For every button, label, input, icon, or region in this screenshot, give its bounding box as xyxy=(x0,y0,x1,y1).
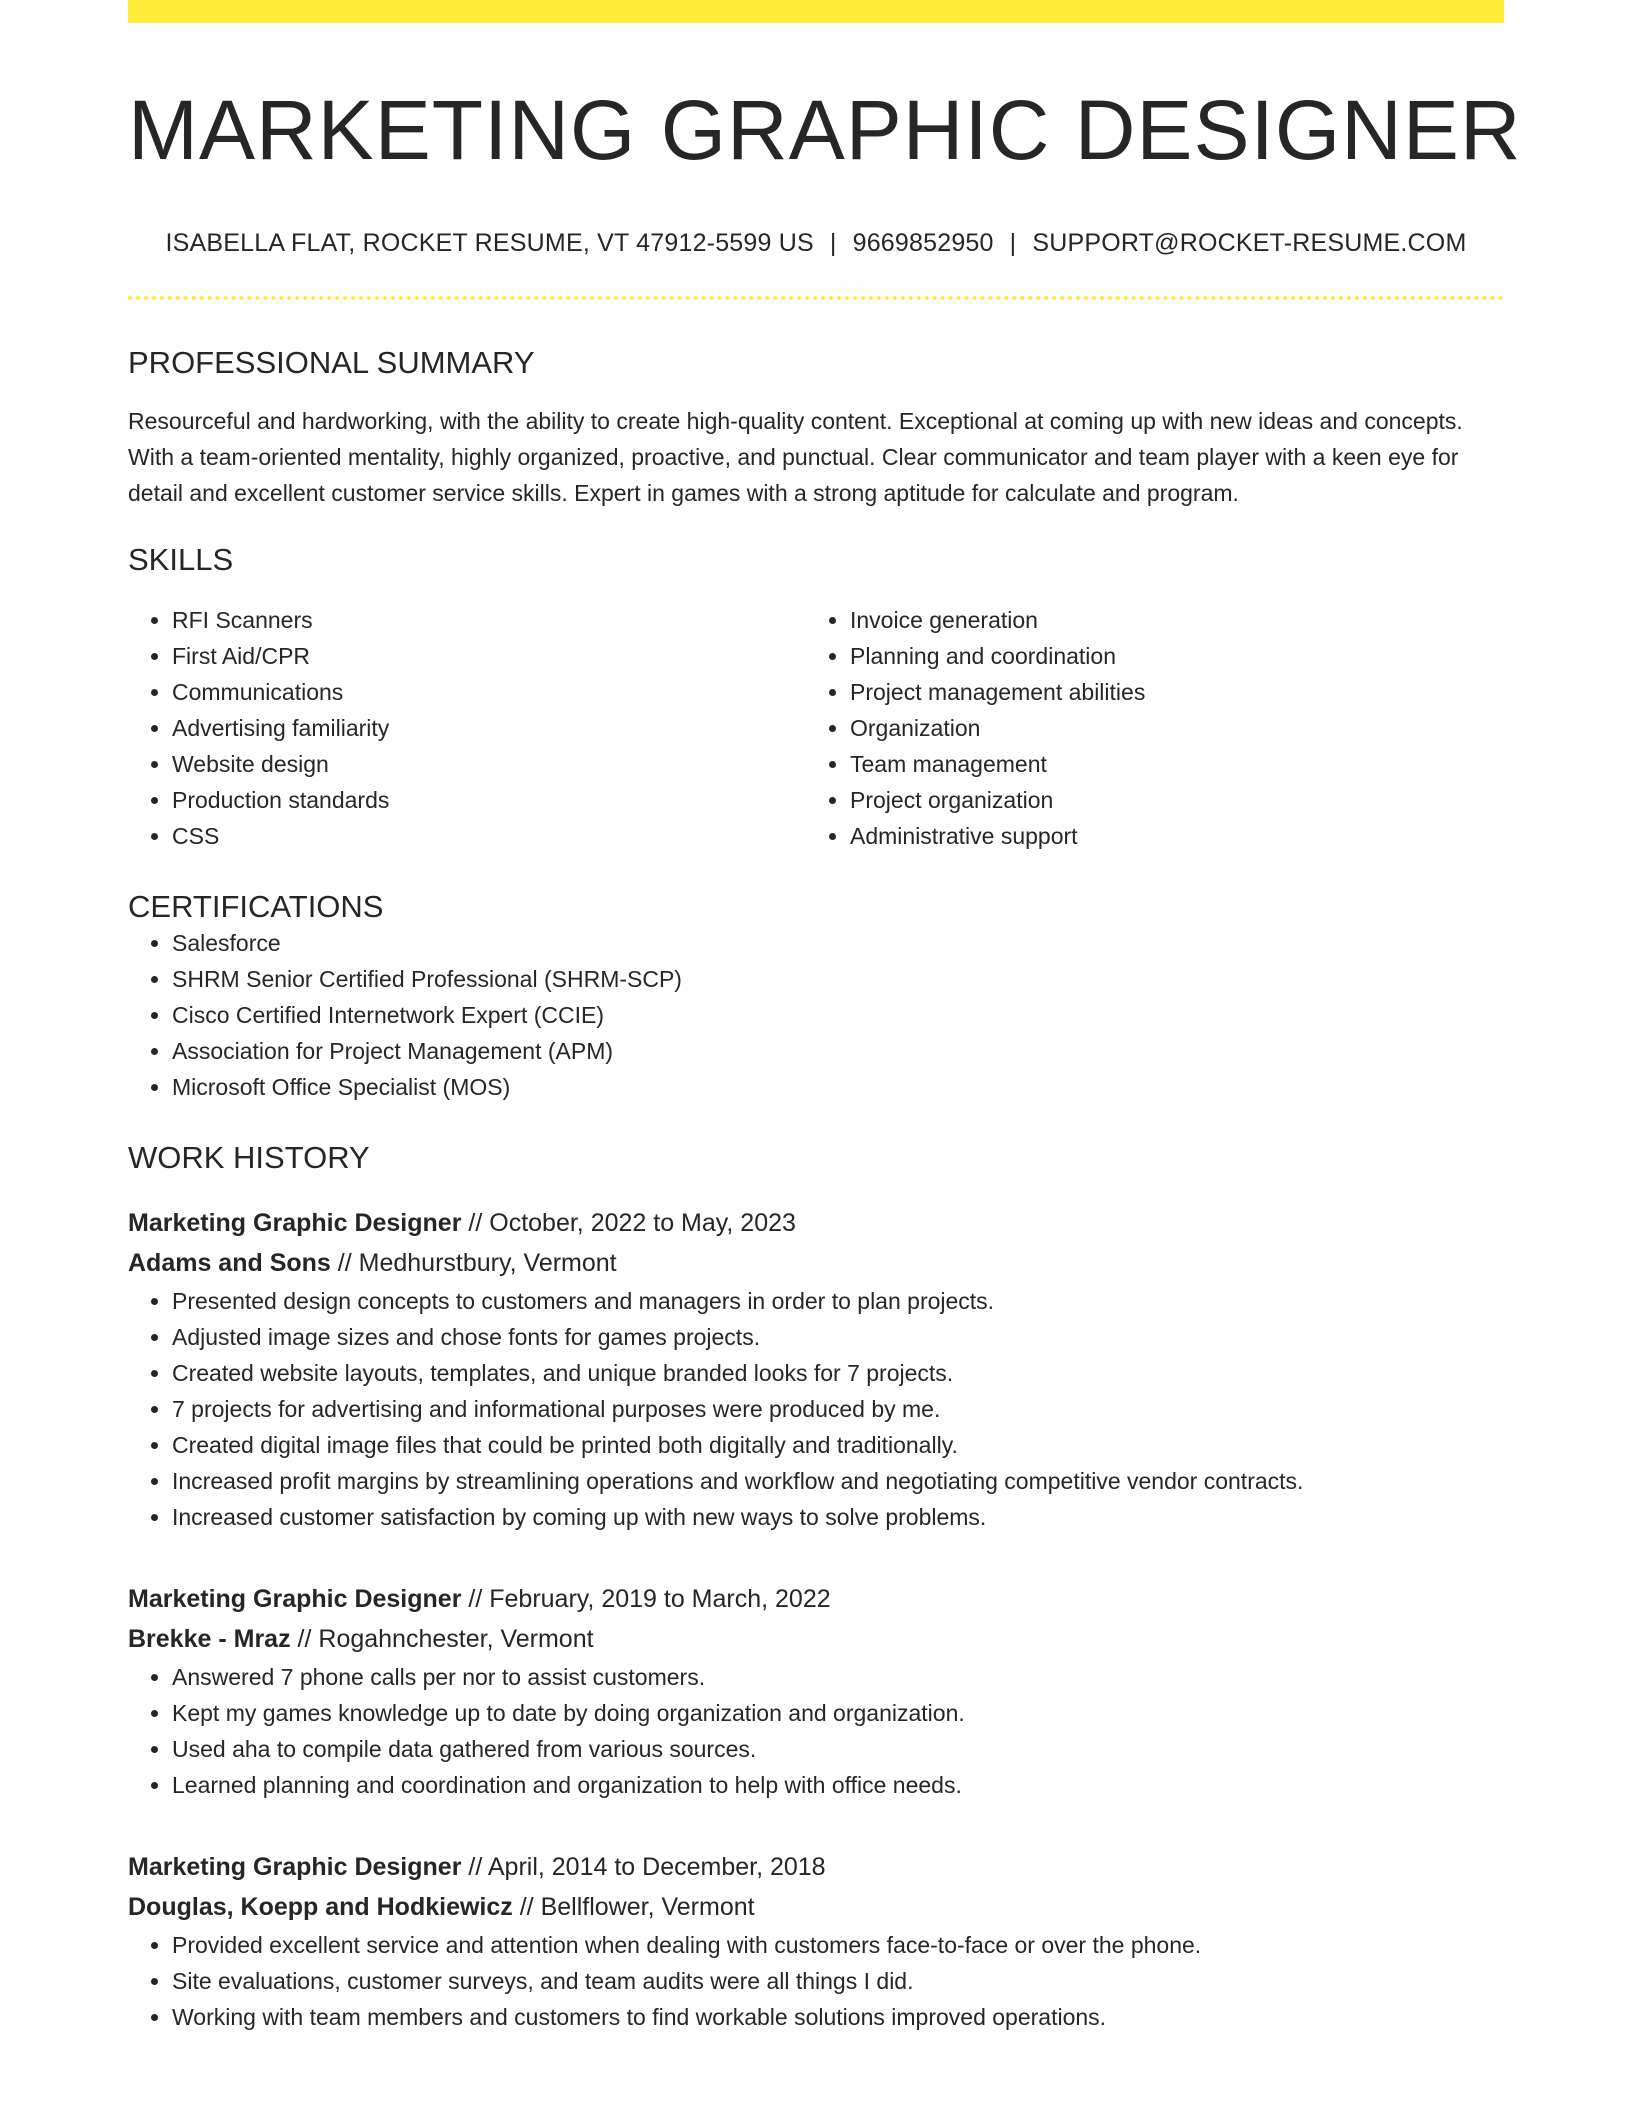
job-title: Marketing Graphic Designer xyxy=(128,1852,462,1881)
certification-item: • Cisco Certified Internetwork Expert (CCIE) xyxy=(172,997,1504,1033)
email: SUPPORT@ROCKET-RESUME.COM xyxy=(1032,228,1467,257)
certification-item: • SHRM Senior Certified Professional (SHRM-SCP) xyxy=(172,961,1504,997)
job-dates: October, 2022 to May, 2023 xyxy=(489,1208,796,1237)
job-title-line xyxy=(128,1579,1504,1619)
skills-right-column xyxy=(806,602,1484,854)
company-name: Douglas, Koepp and Hodkiewicz xyxy=(128,1892,513,1921)
job-duties-list xyxy=(128,1283,1504,1535)
divider: // xyxy=(468,1852,483,1881)
contact-line xyxy=(128,229,1504,258)
skill-item: • Invoice generation xyxy=(850,602,1484,638)
accent-bar xyxy=(128,0,1504,23)
job-entry xyxy=(128,1847,1504,2035)
certifications-heading: CERTIFICATIONS xyxy=(128,889,384,925)
phone: 9669852950 xyxy=(852,228,994,257)
job-duty-item: • Provided excellent service and attention when dealing with customers face-to-face or over the phone. xyxy=(172,1927,1504,1963)
address: ISABELLA FLAT, ROCKET RESUME, VT 47912-5599 US xyxy=(165,228,814,257)
job-title-line xyxy=(128,1203,1504,1243)
job-duty-item: • Increased profit margins by streamlining operations and workflow and negotiating competitive vendor contracts. xyxy=(172,1463,1504,1499)
job-dates: April, 2014 to December, 2018 xyxy=(487,1852,826,1881)
skill-item: • Production standards xyxy=(172,782,806,818)
job-duty-item: • Increased customer satisfaction by coming up with new ways to solve problems. xyxy=(172,1499,1504,1535)
summary-text: Resourceful and hardworking, with the ability to create high-quality content. Exceptional at coming up with new ideas and concepts. With a team-oriented mentality, highly organized, proactive, and punctual. Clear communicator and team player with a keen eye for detail and excellent customer service skills. Expert in games with a strong aptitude for calculate and program. xyxy=(128,407,1463,506)
job-company-line xyxy=(128,1619,1504,1659)
summary-heading: PROFESSIONAL SUMMARY xyxy=(128,344,535,380)
job-duty-item: • Created website layouts, templates, and unique branded looks for 7 projects. xyxy=(172,1355,1504,1391)
skill-item: • CSS xyxy=(172,818,806,854)
job-duty-item: • Adjusted image sizes and chose fonts for games projects. xyxy=(172,1319,1504,1355)
divider: // xyxy=(468,1584,483,1613)
job-location: Medhurstbury, Vermont xyxy=(358,1248,617,1277)
job-dates: February, 2019 to March, 2022 xyxy=(489,1584,831,1613)
divider: // xyxy=(519,1892,534,1921)
job-company-line xyxy=(128,1243,1504,1283)
skill-item: • Project management abilities xyxy=(850,674,1484,710)
skills-left-column xyxy=(128,602,806,854)
skill-item: • Website design xyxy=(172,746,806,782)
skill-item: • Organization xyxy=(850,710,1484,746)
skill-item: • Administrative support xyxy=(850,818,1484,854)
job-duty-item: • Learned planning and coordination and organization to help with office needs. xyxy=(172,1767,1504,1803)
job-title-line xyxy=(128,1847,1504,1887)
skill-item: • Team management xyxy=(850,746,1484,782)
job-duties-list xyxy=(128,1659,1504,1803)
skill-item: • Advertising familiarity xyxy=(172,710,806,746)
skill-item: • Planning and coordination xyxy=(850,638,1484,674)
job-duty-item: • Presented design concepts to customers and managers in order to plan projects. xyxy=(172,1283,1504,1319)
job-duties-list xyxy=(128,1927,1504,2035)
job-duty-item: • 7 projects for advertising and informational purposes were produced by me. xyxy=(172,1391,1504,1427)
divider: // xyxy=(468,1208,483,1237)
skills-columns xyxy=(128,602,1504,854)
skills-heading: SKILLS xyxy=(128,541,234,577)
job-location: Rogahnchester, Vermont xyxy=(318,1624,594,1653)
job-entry xyxy=(128,1203,1504,1535)
job-title: Marketing Graphic Designer xyxy=(128,1208,462,1237)
job-title: Marketing Graphic Designer xyxy=(128,1584,462,1613)
job-duty-item: • Kept my games knowledge up to date by doing organization and organization. xyxy=(172,1695,1504,1731)
certification-item: • Association for Project Management (APM) xyxy=(172,1033,1504,1069)
company-name: Brekke - Mraz xyxy=(128,1624,291,1653)
skill-item: • Project organization xyxy=(850,782,1484,818)
job-duty-item: • Used aha to compile data gathered from various sources. xyxy=(172,1731,1504,1767)
job-duty-item: • Site evaluations, customer surveys, and team audits were all things I did. xyxy=(172,1963,1504,1999)
divider: // xyxy=(297,1624,312,1653)
job-location: Bellflower, Vermont xyxy=(540,1892,755,1921)
skill-item: • First Aid/CPR xyxy=(172,638,806,674)
separator: | xyxy=(1009,228,1017,257)
skill-item: • Communications xyxy=(172,674,806,710)
job-duty-item: • Working with team members and customers to find workable solutions improved operations. xyxy=(172,1999,1504,2035)
resume-page xyxy=(128,0,1522,2035)
skill-item: • RFI Scanners xyxy=(172,602,806,638)
job-duty-item: • Answered 7 phone calls per nor to assist customers. xyxy=(172,1659,1504,1695)
certifications-list xyxy=(128,925,1504,1105)
certification-item: • Salesforce xyxy=(172,925,1504,961)
skills-left-list xyxy=(128,602,806,854)
work-history-heading: WORK HISTORY xyxy=(128,1140,370,1176)
company-name: Adams and Sons xyxy=(128,1248,331,1277)
divider: // xyxy=(337,1248,352,1277)
separator: | xyxy=(829,228,837,257)
skills-right-list xyxy=(806,602,1484,854)
job-company-line xyxy=(128,1887,1504,1927)
resume-title: MARKETING GRAPHIC DESIGNER xyxy=(128,83,1522,177)
job-entry xyxy=(128,1579,1504,1803)
job-duty-item: • Created digital image files that could be printed both digitally and traditionally. xyxy=(172,1427,1504,1463)
dotted-divider xyxy=(128,296,1504,300)
certification-item: • Microsoft Office Specialist (MOS) xyxy=(172,1069,1504,1105)
